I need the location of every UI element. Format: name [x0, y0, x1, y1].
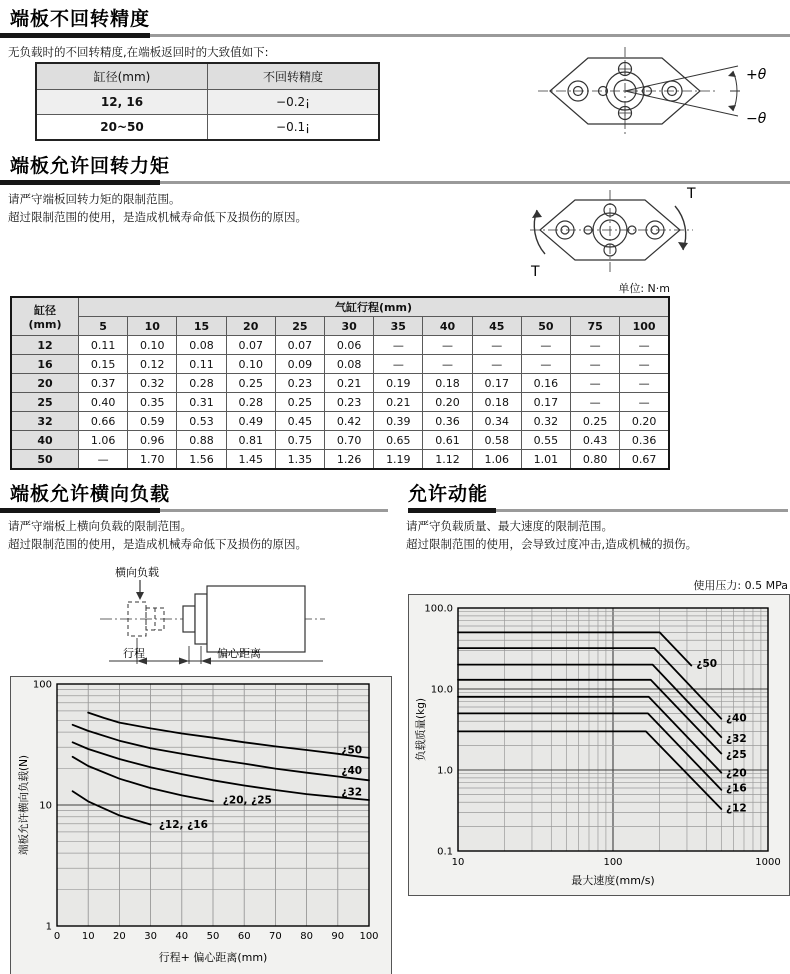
table-cell: 1.01: [521, 450, 570, 470]
table-cell: 0.88: [177, 431, 226, 450]
table-cell: 0.43: [571, 431, 620, 450]
tick-label: 30: [144, 931, 157, 942]
table-cell: 0.45: [275, 412, 324, 431]
table-cell: 0.28: [226, 393, 275, 412]
table-cell: —: [620, 393, 669, 412]
rule-black-segment: [408, 508, 496, 513]
rule-black-segment: [0, 180, 160, 185]
series-label: ¿16: [725, 782, 747, 795]
tick-label: 100: [32, 679, 52, 691]
table-cell: 0.75: [275, 431, 324, 450]
table-cell: 0.08: [177, 336, 226, 355]
operating-pressure-label: 使用压力: 0.5 MPa: [693, 579, 788, 592]
table-row: [36, 90, 379, 115]
table-cell: 1.70: [128, 450, 177, 470]
section1-intro: 无负载时的不回转精度,在端板返回时的大致值如下:: [8, 45, 269, 59]
series-label: ¿20, ¿25: [222, 794, 272, 807]
table-cell: 0.09: [275, 355, 324, 374]
table-cell: 0.07: [226, 336, 275, 355]
tick-label: 90: [331, 931, 345, 942]
eccentric-distance-label: 偏心距离: [217, 647, 261, 660]
table-cell: 1.35: [275, 450, 324, 470]
x-axis-label: 最大速度(mm/s): [571, 874, 655, 887]
torque-table-body: [11, 336, 669, 470]
section4-text: [406, 518, 697, 554]
tick-label: 10.0: [430, 684, 453, 696]
column-header-stroke: 15: [177, 317, 226, 336]
series-label: ¿32: [341, 786, 363, 799]
column-header-stroke: 35: [374, 317, 423, 336]
tick-label: 0: [53, 931, 61, 942]
minus-theta-label: −θ: [746, 111, 767, 127]
table-cell: 0.28: [177, 374, 226, 393]
table-cell: 0.25: [226, 374, 275, 393]
table-cell: 1.06: [79, 431, 128, 450]
tick-label: 40: [175, 931, 189, 942]
column-header-bore: 缸径(mm): [36, 63, 208, 90]
table-cell: 0.11: [177, 355, 226, 374]
table-cell: 0.59: [128, 412, 177, 431]
table-row: [11, 431, 669, 450]
tick-label: 100: [603, 857, 623, 868]
table-cell: —: [472, 336, 521, 355]
row-header-bore: 50: [11, 450, 79, 470]
section2-title: 端板允许回转力矩: [10, 155, 171, 177]
table-cell: 0.12: [128, 355, 177, 374]
tick-label: 1: [45, 921, 52, 933]
tick-label: 60: [237, 931, 251, 942]
table-row: [11, 393, 669, 412]
table-cell: 0.21: [374, 393, 423, 412]
table-cell: 0.25: [571, 412, 620, 431]
table-cell: 0.66: [79, 412, 128, 431]
series-label: ¿50: [696, 658, 718, 671]
table-cell: 0.65: [374, 431, 423, 450]
table-cell: —: [571, 374, 620, 393]
table-cell: 0.18: [472, 393, 521, 412]
column-header-stroke: 45: [472, 317, 521, 336]
kinetic-energy-chart: [408, 594, 790, 896]
section3-text: [8, 518, 307, 554]
tick-label: 80: [300, 931, 313, 942]
table-cell: 0.10: [226, 355, 275, 374]
rule-black-segment: [0, 33, 150, 38]
table-row: [11, 450, 669, 470]
table-cell: —: [620, 374, 669, 393]
rule-gray-segment: [160, 509, 388, 512]
retracted-plate-dashed: [128, 602, 164, 636]
column-header-stroke: 100: [620, 317, 669, 336]
table-cell: 0.08: [325, 355, 374, 374]
table-cell: 0.23: [325, 393, 374, 412]
table-cell: —: [423, 336, 472, 355]
table-cell: 0.81: [226, 431, 275, 450]
table-cell: 1.06: [472, 450, 521, 470]
torque-label-bottom: T: [531, 264, 540, 280]
column-header-stroke: 30: [325, 317, 374, 336]
section4-line1: 请严守负载质量、最大速度的限制范围。: [406, 519, 613, 533]
series-label: ¿32: [725, 732, 747, 745]
table-cell: 1.19: [374, 450, 423, 470]
table-cell: 0.80: [571, 450, 620, 470]
series-label: ¿40: [725, 712, 747, 725]
table-row: [11, 336, 669, 355]
table-cell: 0.20: [620, 412, 669, 431]
table-cell: 0.31: [177, 393, 226, 412]
table-cell: 0.21: [325, 374, 374, 393]
section4-title-rule: [408, 508, 788, 513]
table-cell: —: [521, 336, 570, 355]
table-cell: 20~50: [36, 115, 208, 141]
table-cell: 0.07: [275, 336, 324, 355]
row-header-bore: 12: [11, 336, 79, 355]
section3-title-rule: [0, 508, 388, 513]
table-row: [11, 412, 669, 431]
section3-line1: 请严守端板上横向负载的限制范围。: [8, 519, 192, 533]
series-label: ¿25: [725, 749, 747, 762]
stroke-label: 行程: [123, 647, 145, 660]
table-cell: 0.17: [521, 393, 570, 412]
y-axis-label: 端板允许横向负载(N): [18, 754, 30, 856]
tick-label: 100: [359, 931, 379, 942]
unit-label: 单位: N·m: [618, 282, 670, 295]
plus-theta-label: +θ: [746, 67, 767, 83]
end-plate-rotation-diagram: [530, 33, 780, 145]
column-header-stroke-span: 气缸行程(mm): [79, 297, 670, 317]
tick-label: 10: [451, 857, 465, 868]
row-header-bore: 25: [11, 393, 79, 412]
column-header-stroke: 20: [226, 317, 275, 336]
rule-black-segment: [0, 508, 160, 513]
lateral-load-diagram: [95, 562, 330, 674]
series-label: ¿12: [725, 802, 747, 815]
section4-title: 允许动能: [408, 483, 489, 505]
tick-label: 1000: [755, 857, 781, 868]
table-row: [11, 355, 669, 374]
tick-label: 1.0: [437, 765, 453, 777]
column-header-stroke: 25: [275, 317, 324, 336]
table-row: [11, 374, 669, 393]
table-cell: 1.12: [423, 450, 472, 470]
table-cell: —: [620, 336, 669, 355]
table-cell: 0.61: [423, 431, 472, 450]
row-header-bore: 16: [11, 355, 79, 374]
table-cell: —: [472, 355, 521, 374]
non-rotating-accuracy-table: [35, 62, 380, 141]
column-header-accuracy: 不回转精度: [208, 63, 380, 90]
section4-line2: 超过限制范围的使用，会导致过度冲击,造成机械的损伤。: [406, 536, 698, 551]
table-cell: —: [374, 355, 423, 374]
series-label: ¿20: [725, 767, 747, 780]
table-cell: 12, 16: [36, 90, 208, 115]
table-cell: 0.37: [79, 374, 128, 393]
table-cell: 0.10: [128, 336, 177, 355]
rule-gray-segment: [496, 509, 788, 512]
table-cell: 0.11: [79, 336, 128, 355]
series-label: ¿40: [341, 764, 363, 777]
table-cell: 0.18: [423, 374, 472, 393]
table-row: [36, 115, 379, 141]
end-plate-torque-diagram: [525, 180, 775, 282]
table-cell: 1.56: [177, 450, 226, 470]
tick-label: 10: [39, 800, 52, 812]
section3-title: 端板允许横向负载: [10, 483, 171, 505]
section3-line2: 超过限制范围的使用，是造成机械寿命低下及损伤的原因。: [8, 536, 307, 551]
table-cell: 0.20: [423, 393, 472, 412]
table-cell: —: [521, 355, 570, 374]
table-cell: —: [374, 336, 423, 355]
table-cell: 0.49: [226, 412, 275, 431]
table-cell: —: [620, 355, 669, 374]
column-header-bore: 缸径 (mm): [11, 297, 79, 336]
chart-canvas: [409, 595, 789, 891]
tick-label: 50: [206, 931, 220, 942]
table-cell: 0.36: [620, 431, 669, 450]
lateral-load-label: 横向负载: [115, 566, 159, 579]
table-cell: 0.23: [275, 374, 324, 393]
lateral-load-chart: [10, 676, 392, 974]
table-cell: —: [571, 393, 620, 412]
table-cell: 0.17: [472, 374, 521, 393]
table-cell: 0.53: [177, 412, 226, 431]
section2-line2: 超过限制范围的使用，是造成机械寿命低下及损伤的原因。: [8, 209, 307, 224]
tick-label: 20: [113, 931, 126, 942]
torque-table-head: [11, 297, 669, 336]
down-arrow: [136, 592, 144, 600]
section2-line1: 请严守端板回转力矩的限制范围。: [8, 192, 181, 206]
table-cell: 1.45: [226, 450, 275, 470]
table-cell: 0.70: [325, 431, 374, 450]
torque-label-top: T: [687, 186, 696, 202]
table-cell: —: [423, 355, 472, 374]
series-label: ¿50: [341, 744, 363, 757]
table-header-row: [36, 63, 379, 90]
cylinder-body: [183, 586, 305, 652]
section2-text: [8, 191, 307, 227]
chart-canvas: [11, 677, 391, 973]
column-header-stroke: 75: [571, 317, 620, 336]
table-cell: 0.67: [620, 450, 669, 470]
table-cell: 0.58: [472, 431, 521, 450]
allowable-torque-table: [10, 296, 670, 470]
table-cell: 0.15: [79, 355, 128, 374]
table-cell: 0.39: [374, 412, 423, 431]
table-cell: —: [571, 336, 620, 355]
row-header-bore: 40: [11, 431, 79, 450]
tick-label: 0.1: [437, 846, 453, 858]
row-header-bore: 32: [11, 412, 79, 431]
column-header-stroke: 40: [423, 317, 472, 336]
table-cell: 0.34: [472, 412, 521, 431]
column-header-stroke: 5: [79, 317, 128, 336]
table-cell: 0.19: [374, 374, 423, 393]
table-cell: 0.36: [423, 412, 472, 431]
accuracy-table-body: [36, 90, 379, 141]
section1-title: 端板不回转精度: [10, 8, 151, 30]
table-cell: —: [79, 450, 128, 470]
x-axis-label: 行程+ 偏心距离(mm): [158, 951, 268, 964]
table-cell: 0.96: [128, 431, 177, 450]
table-cell: 0.42: [325, 412, 374, 431]
table-cell: 0.35: [128, 393, 177, 412]
table-cell: 0.40: [79, 393, 128, 412]
table-cell: −0.1¡: [208, 115, 380, 141]
row-header-bore: 20: [11, 374, 79, 393]
table-cell: 0.55: [521, 431, 570, 450]
column-header-stroke: 50: [521, 317, 570, 336]
table-cell: 0.06: [325, 336, 374, 355]
table-cell: —: [571, 355, 620, 374]
table-cell: 0.32: [521, 412, 570, 431]
table-cell: 0.16: [521, 374, 570, 393]
tick-label: 100.0: [424, 603, 453, 615]
table-cell: 0.32: [128, 374, 177, 393]
tick-label: 10: [81, 931, 95, 942]
y-axis-label: 负载质量(kg): [415, 698, 427, 761]
table-cell: −0.2¡: [208, 90, 380, 115]
table-cell: 0.25: [275, 393, 324, 412]
table-cell: 1.26: [325, 450, 374, 470]
column-header-stroke: 10: [128, 317, 177, 336]
tick-label: 70: [269, 931, 282, 942]
series-label: ¿12, ¿16: [158, 818, 208, 831]
